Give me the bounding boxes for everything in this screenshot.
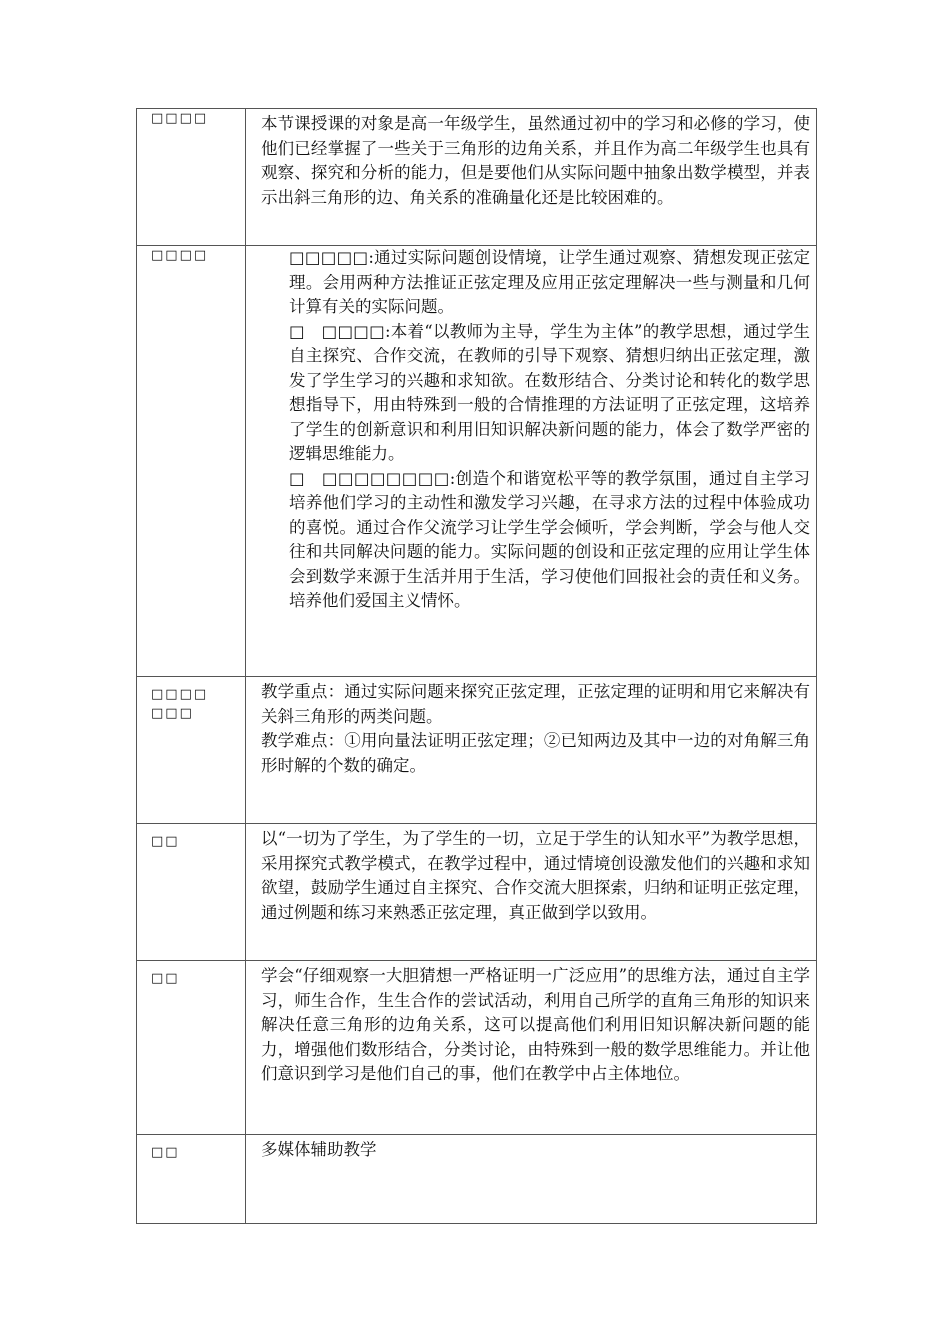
row-content-cell xyxy=(246,961,817,1135)
row-content-cell xyxy=(246,824,817,961)
difficult-point-paragraph: 教学难点：①用向量法证明正弦定理；②已知两边及其中一边的对角解三角形时解的个数的确定。 xyxy=(261,731,810,775)
row-label: □□ xyxy=(151,834,180,849)
table-row-student-analysis xyxy=(137,109,817,246)
goal-paragraph-knowledge: □□□□□:通过实际问题创设情境，让学生通过观察、猜想发现正弦定理。会用两种方法推证正弦定理及应用正弦定理解决一些与测量和几何计算有关的实际问题。 xyxy=(289,248,810,316)
key-point-paragraph: 教学重点：通过实际问题来探究正弦定理，正弦定理的证明和用它来解决有关斜三角形的两类问题。 xyxy=(261,682,810,726)
table-row-teaching-goals xyxy=(137,246,817,677)
row-content-cell xyxy=(246,677,817,824)
row-label: □□□□ xyxy=(151,687,209,702)
lesson-plan-table xyxy=(136,108,817,1224)
row-label-cell xyxy=(137,1135,246,1224)
row-label: □□ xyxy=(151,1145,180,1160)
table-row-teaching-aids xyxy=(137,1135,817,1224)
table-row-learning-method xyxy=(137,961,817,1135)
row-label-cell xyxy=(137,109,246,246)
content-paragraph: 多媒体辅助教学 xyxy=(261,1140,377,1159)
table-row-key-difficult-points xyxy=(137,677,817,824)
row-label-cell xyxy=(137,677,246,824)
row-label-cell xyxy=(137,961,246,1135)
content-paragraph: 以“一切为了学生，为了学生的一切，立足于学生的认知水平”为教学思想，采用探究式教学模式，在教学过程中，通过情境创设激发他们的兴趣和求知欲望，鼓励学生通过自主探究、合作交流大胆探索，归纳和证明正弦定理，通过例题和练习来熟悉正弦定理，真正做到学以致用。 xyxy=(261,829,810,922)
row-content-cell xyxy=(246,246,817,677)
row-label: □□□ xyxy=(151,706,194,721)
row-label: □□□□ xyxy=(151,111,209,126)
row-label: □□□□ xyxy=(151,248,209,263)
row-content-cell xyxy=(246,1135,817,1224)
goal-paragraph-process: □ □□□□:本着“以教师为主导，学生为主体”的教学思想，通过学生自主探究、合作交流，在教师的引导下观察、猜想归纳出正弦定理，激发了学生学习的兴趣和求知欲。在数形结合、分类讨论和转化的数学思想指导下，用由特殊到一般的合情推理的方法证明了正弦定理，这培养了学生的创新意识和利用旧知识解决新问题的能力，体会了数学严密的逻辑思维能力。 xyxy=(289,321,810,463)
row-label-cell xyxy=(137,246,246,677)
row-label: □□ xyxy=(151,971,180,986)
row-label-cell xyxy=(137,824,246,961)
goal-paragraph-attitude: □ □□□□□□□□:创造个和谐宽松平等的教学氛围，通过自主学习培养他们学习的主动性和激发学习兴趣，在寻求方法的过程中体验成功的喜悦。通过合作父流学习让学生学会倾听，学会判断，学会与他人交往和共同解决问题的能力。实际问题的创设和正弦定理的应用让学生体会到数学来源于生活并用于生活，学习使他们回报社会的责任和义务。培养他们爱国主义情怀。 xyxy=(289,468,810,610)
row-content-cell xyxy=(246,109,817,246)
content-paragraph: 本节课授课的对象是高一年级学生，虽然通过初中的学习和必修的学习，使他们已经掌握了一些关于三角形的边角关系，并且作为高二年级学生也具有观察、探究和分析的能力，但是要他们从实际问题中抽象出数学模型，并表示出斜三角形的边、角关系的准确量化还是比较困难的。 xyxy=(261,114,810,207)
table-row-teaching-method xyxy=(137,824,817,961)
content-paragraph: 学会“仔细观察一大胆猜想一严格证明一广泛应用”的思维方法，通过自主学习，师生合作，生生合作的尝试活动，利用自己所学的直角三角形的知识来解决任意三角形的边角关系，这可以提高他们利用旧知识解决新问题的能力，增强他们数形结合，分类讨论，由特殊到一般的数学思维能力。并让他们意识到学习是他们自己的事，他们在教学中占主体地位。 xyxy=(261,966,810,1083)
